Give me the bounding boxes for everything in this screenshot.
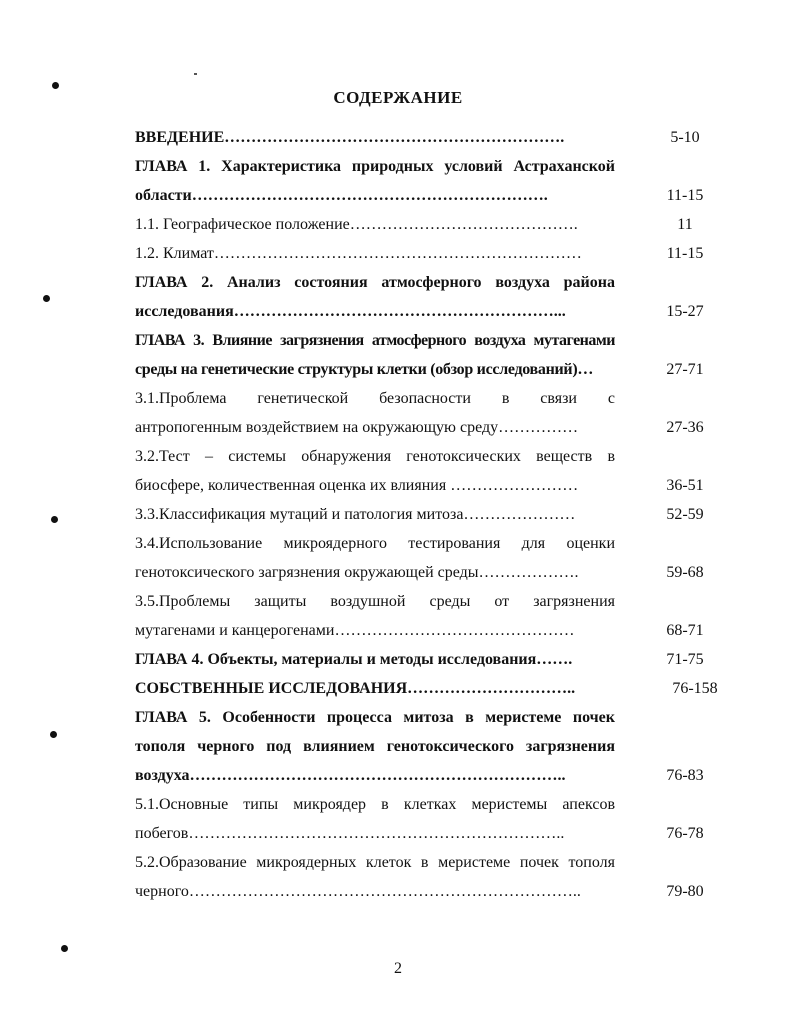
toc-line: тополя черного под влиянием генотоксического загрязнения — [135, 738, 615, 755]
toc-line: среды на генетические структуры клетки (обзор исследований)… — [135, 361, 594, 378]
toc-page: 68-71 — [666, 622, 704, 639]
toc-page: 11-15 — [666, 245, 704, 262]
toc-page: 5-10 — [670, 129, 700, 146]
toc-page: 11 — [677, 216, 693, 233]
toc-line: побегов…………………………………………………………….. — [135, 825, 565, 842]
margin-dot-3 — [51, 516, 58, 523]
toc-line: ВВЕДЕНИЕ………………………………………………………. — [135, 129, 565, 146]
toc-line: ГЛАВА 1. Характеристика природных условий Астраханской — [135, 158, 615, 175]
toc-line: биосфере, количественная оценка их влияния …………………… — [135, 477, 579, 494]
toc-line: 1.2. Климат…………………………………………………………… — [135, 245, 582, 262]
toc-line: исследования……………………………………………………... — [135, 303, 566, 320]
toc-page: 76-78 — [666, 825, 704, 842]
toc-page: 27-71 — [666, 361, 704, 378]
toc-line: черного……………………………………………………………….. — [135, 883, 581, 900]
toc-line: 3.5.Проблемы защиты воздушной среды от загрязнения — [135, 593, 615, 610]
toc-line: 5.2.Образование микроядерных клеток в меристеме почек тополя — [135, 854, 615, 871]
toc-page: 52-59 — [666, 506, 704, 523]
toc-page: 11-15 — [666, 187, 704, 204]
toc-line: СОБСТВЕННЫЕ ИССЛЕДОВАНИЯ………………………….. — [135, 680, 576, 697]
page-title: СОДЕРЖАНИЕ — [333, 88, 463, 107]
toc-page: 59-68 — [666, 564, 704, 581]
toc-page: 76-158 — [672, 680, 718, 697]
toc-line: области…………………………………………………………. — [135, 187, 548, 204]
toc-line: 1.1. Географическое положение……………………………………. — [135, 216, 578, 233]
toc-line: ГЛАВА 4. Объекты, материалы и методы исследования……. — [135, 651, 573, 668]
toc-line: ГЛАВА 5. Особенности процесса митоза в меристеме почек — [135, 709, 615, 726]
toc-line: 3.4.Использование микроядерного тестирования для оценки — [135, 535, 615, 552]
toc-line: 3.2.Тест – системы обнаружения генотоксических веществ в — [135, 448, 615, 465]
toc-line: 3.1.Проблема генетической безопасности в связи с — [135, 390, 615, 407]
margin-dot-5 — [61, 945, 68, 952]
page-number: 2 — [394, 960, 402, 977]
toc-page: 36-51 — [666, 477, 704, 494]
toc-page: 79-80 — [666, 883, 704, 900]
toc-line: генотоксического загрязнения окружающей среды………………. — [135, 564, 579, 581]
toc-line: воздуха…………………………………………………………….. — [135, 767, 566, 784]
toc-page: 71-75 — [666, 651, 704, 668]
toc-line: ГЛАВА 2. Анализ состояния атмосферного воздуха района — [135, 274, 615, 291]
margin-dot-2 — [43, 295, 50, 302]
toc-line: мутагенами и канцерогенами……………………………………… — [135, 622, 575, 639]
toc-page: 27-36 — [666, 419, 704, 436]
toc-line: антропогенным воздействием на окружающую среду…………… — [135, 419, 579, 436]
toc-line: ГЛАВА 3. Влияние загрязнения атмосферного воздуха мутагенами — [135, 332, 615, 349]
margin-speck — [194, 73, 197, 75]
toc-page: 15-27 — [666, 303, 704, 320]
margin-dot-4 — [50, 731, 57, 738]
toc-page: 76-83 — [666, 767, 704, 784]
toc-line: 5.1.Основные типы микроядер в клетках меристемы апексов — [135, 796, 615, 813]
toc-line: 3.3.Классификация мутаций и патология митоза………………… — [135, 506, 576, 523]
